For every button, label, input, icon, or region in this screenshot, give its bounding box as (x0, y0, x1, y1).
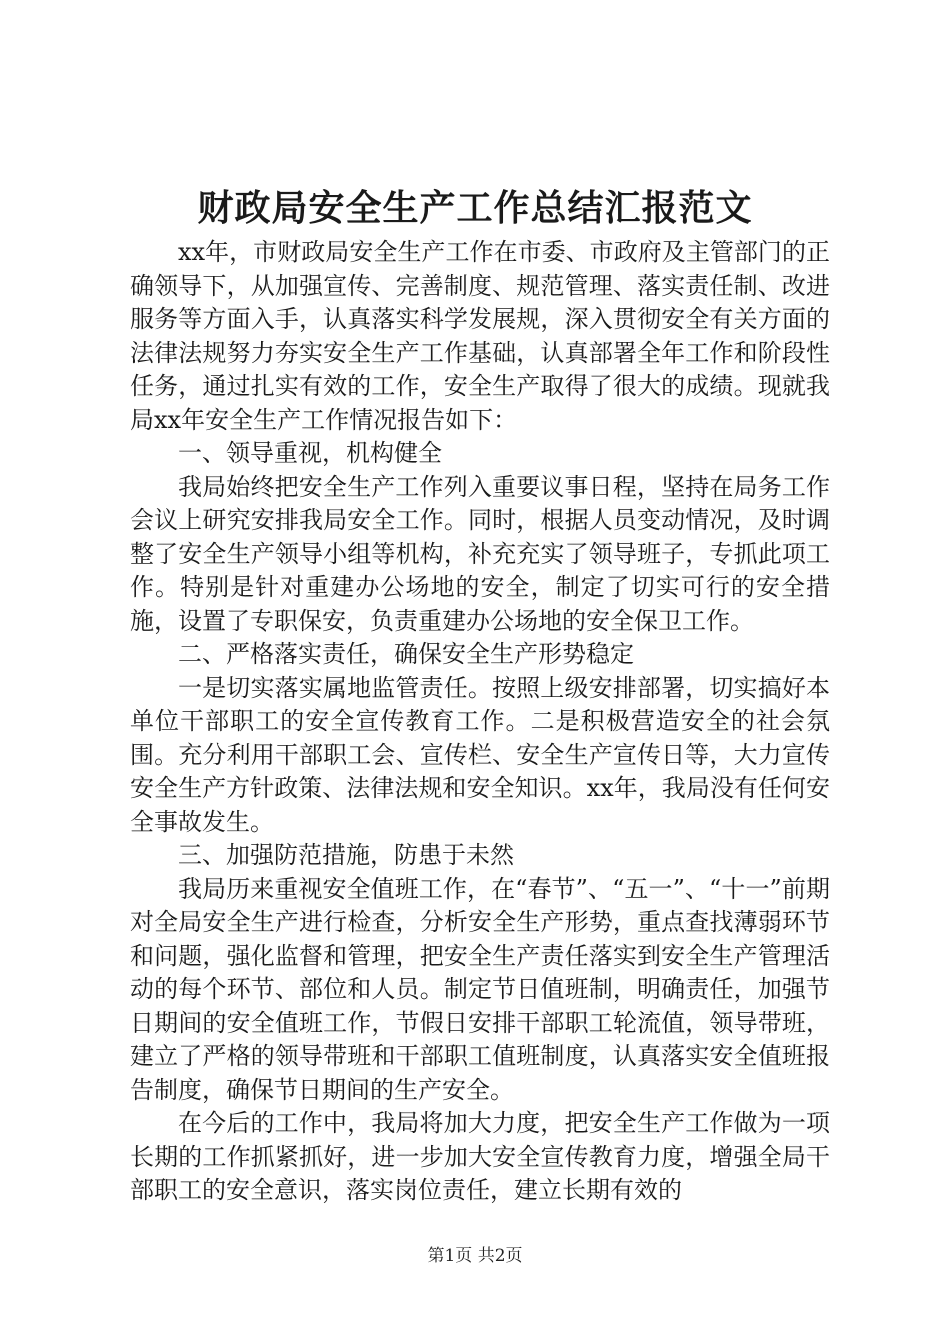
paragraph-section-3: 我局历来重视安全值班工作，在“春节”、“五一”、“十一”前期对全局安全生产进行检查，分析安全生产形势，重点查找薄弱环节和问题，强化监督和管理，把安全生产责任落实到安全生产管理活动的每个环节、部位和人员。制定节日值班制，明确责任，加强节日期间的安全值班工作，节假日安排干部职工轮流值，领导带班，建立了严格的领导带班和干部职工值班制度，认真落实安全值班报告制度，确保节日期间的生产安全。 (130, 874, 830, 1104)
paragraph-intro: xx年，市财政局安全生产工作在市委、市政府及主管部门的正确领导下，从加强宣传、完善制度、规范管理、落实责任制、改进服务等方面入手，认真落实科学发展规，深入贯彻安全有关方面的法律法规努力夯实安全生产工作基础，认真部署全年工作和阶段性任务，通过扎实有效的工作，安全生产取得了很大的成绩。现就我局xx年安全生产工作情况报告如下： (130, 238, 830, 434)
section-heading-1: 一、领导重视，机构健全 (178, 439, 442, 467)
section-heading-3: 三、加强防范措施，防患于未然 (178, 841, 514, 869)
paragraph-section-2: 一是切实落实属地监管责任。按照上级安排部署，切实搞好本单位干部职工的安全宣传教育工作。二是积极营造安全的社会氛围。充分利用干部职工会、宣传栏、安全生产宣传日等，大力宣传安全生产方针政策、法律法规和安全知识。xx年，我局没有任何安全事故发生。 (130, 673, 830, 836)
paragraph-conclusion: 在今后的工作中，我局将加大力度，把安全生产工作做为一项长期的工作抓紧抓好，进一步加大安全宣传教育力度，增强全局干部职工的安全意识，落实岗位责任，建立长期有效的 (130, 1109, 830, 1204)
section-heading-2: 二、严格落实责任，确保安全生产形势稳定 (178, 640, 634, 668)
document-body (130, 236, 830, 1208)
page-number-footer: 第1页 共2页 (427, 1246, 523, 1266)
paragraph-section-1: 我局始终把安全生产工作列入重要议事日程，坚持在局务工作会议上研究安排我局安全工作。同时，根据人员变动情况，及时调整了安全生产领导小组等机构，补充充实了领导班子，专抓此项工作。特别是针对重建办公场地的安全，制定了切实可行的安全措施，设置了专职保安，负责重建办公场地的安全保卫工作。 (130, 472, 830, 635)
document-title: 财政局安全生产工作总结汇报范文 (197, 187, 753, 229)
